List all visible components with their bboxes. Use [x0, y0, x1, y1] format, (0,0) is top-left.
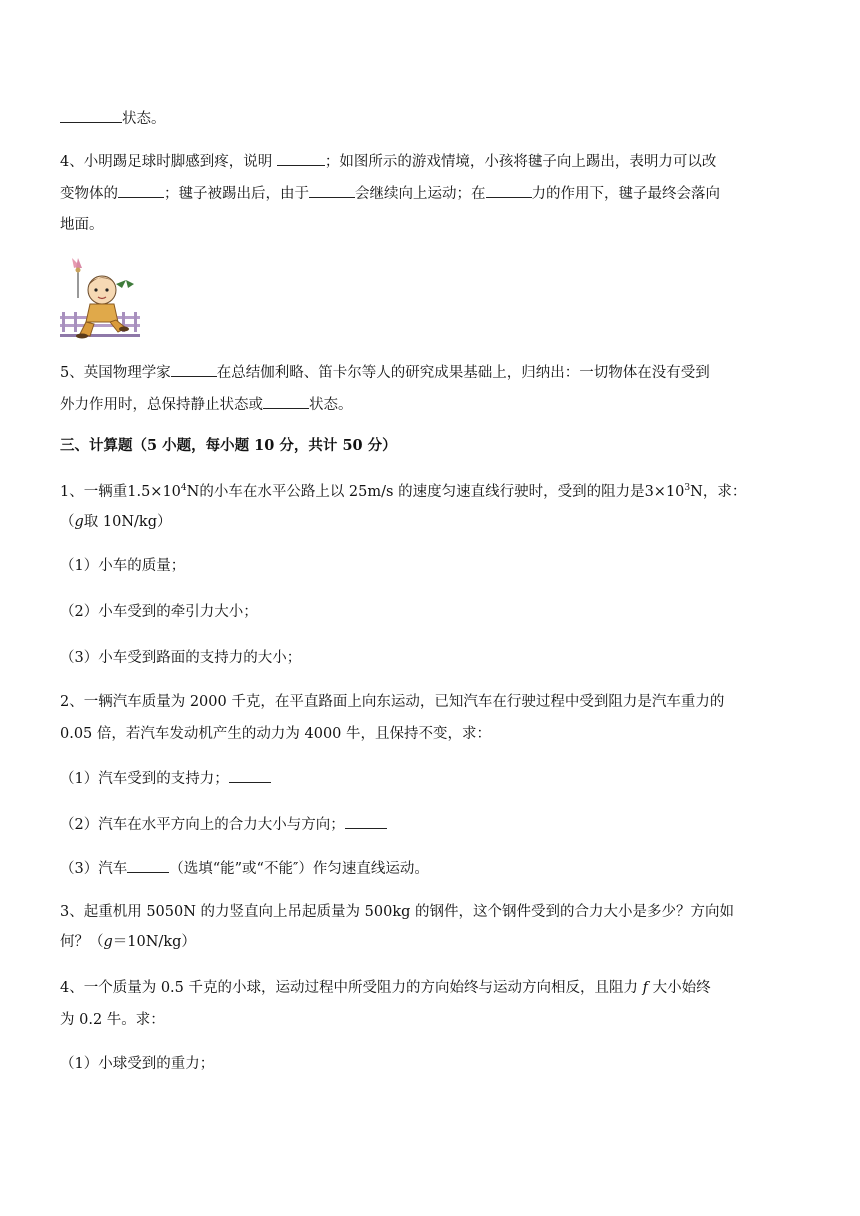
- calc-3-line-1: 3、起重机用 5050N 的力竖直向上吊起质量为 500kg 的钢件，这个钢件受到的合力大小是多少？方向如: [60, 904, 734, 920]
- answer-blank: [345, 814, 387, 829]
- calc-1-part-2: （2）小车受到的牵引力大小；: [60, 604, 258, 620]
- calc-2-line-1: 2、一辆汽车质量为 2000 千克，在平直路面上向东运动，已知汽车在行驶过程中受到阻力是汽车重力的: [60, 694, 725, 710]
- calc-2-part-3: （3）汽车 （选填“能”或“不能″）作匀速直线运动。: [60, 858, 429, 879]
- answer-blank: [309, 183, 355, 198]
- answer-blank: [229, 768, 271, 783]
- answer-blank: [171, 362, 217, 377]
- section-heading-calculation: 三、计算题（5 小题，每小题 10 分，共计 50 分）: [60, 437, 397, 454]
- question-5-line-2: 外力作用时，总保持静止状态或 状态。: [60, 394, 353, 415]
- answer-blank: [127, 858, 169, 873]
- calc-4-line-2: 为 0.2 牛。求：: [60, 1012, 165, 1028]
- calc-2-part-2: （2）汽车在水平方向上的合力大小与方向；: [60, 814, 387, 835]
- prev-question-tail: 状态。: [60, 108, 166, 129]
- answer-blank: [277, 151, 325, 166]
- question-4-line-2: 变物体的 ；毽子被踢出后，由于 会继续向上运动；在 力的作用下，毽子最终会落向: [60, 183, 720, 204]
- answer-blank: [60, 108, 122, 123]
- answer-blank: [486, 183, 532, 198]
- calc-3-line-2: 何？（g＝10N/kg）: [60, 934, 196, 950]
- calc-1-line-1: 1、一辆重$1.5\times 10^4N$的小车在水平公路上以 25m/s 的速度匀速直线行驶时，受到的阻力是$3\times 10^3N$，求：: [60, 483, 747, 500]
- calc-2-line-2: 0.05 倍，若汽车发动机产生的动力为 4000 牛，且保持不变，求：: [60, 726, 492, 742]
- answer-blank: [118, 183, 164, 198]
- calc-2-part-1: （1）汽车受到的支持力；: [60, 768, 271, 789]
- question-4-line-1: 4、小明踢足球时脚感到疼，说明 ；如图所示的游戏情境，小孩将毽子向上踢出，表明力可以改: [60, 151, 716, 172]
- calc-1-part-3: （3）小车受到路面的支持力的大小；: [60, 650, 302, 666]
- calc-1-part-1: （1）小车的质量；: [60, 558, 186, 574]
- calc-1-line-2: （g取 10N/kg）: [60, 514, 172, 530]
- answer-blank: [263, 394, 309, 409]
- question-4-line-3: 地面。: [60, 217, 104, 233]
- question-5-line-1: 5、英国物理学家 在总结伽利略、笛卡尔等人的研究成果基础上，归纳出：一切物体在没有受到: [60, 362, 710, 383]
- shuttlecock-kicking-child-illustration: [60, 254, 140, 340]
- calc-4-line-1: 4、一个质量为 0.5 千克的小球，运动过程中所受阻力的方向始终与运动方向相反，且阻力 f 大小始终: [60, 980, 711, 996]
- calc-4-part-1: （1）小球受到的重力；: [60, 1056, 215, 1072]
